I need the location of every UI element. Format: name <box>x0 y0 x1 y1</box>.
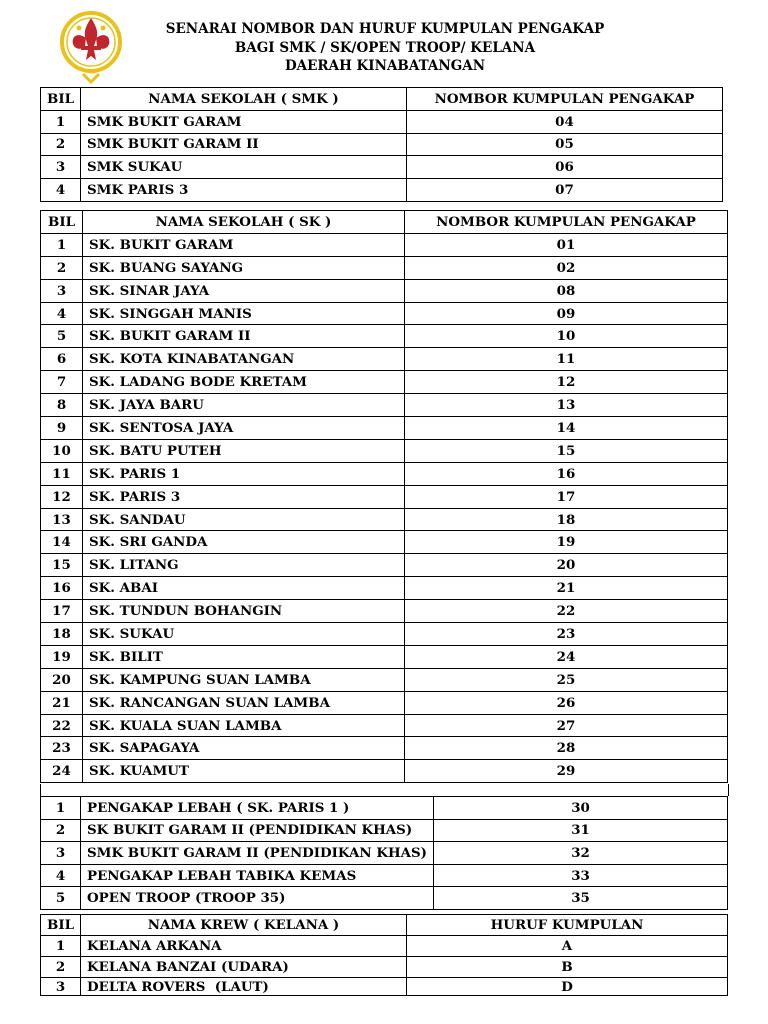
row-bil: 21 <box>41 691 83 714</box>
row-number: 11 <box>405 348 728 371</box>
row-name: KELANA ARKANA <box>81 936 407 957</box>
row-name: SK. KUAMUT <box>83 760 405 783</box>
row-name: SK. KAMPUNG SUAN LAMBA <box>83 668 405 691</box>
kelana-table <box>40 914 728 996</box>
row-number: 33 <box>434 864 728 887</box>
table-row <box>41 371 728 394</box>
row-name: KELANA BANZAI (UDARA) <box>81 957 407 978</box>
row-bil: 13 <box>41 508 83 531</box>
row-name: SK. SINGGAH MANIS <box>83 302 405 325</box>
row-bil: 15 <box>41 554 83 577</box>
row-number: 17 <box>405 485 728 508</box>
table-row <box>41 864 728 887</box>
title-line-3: DAERAH KINABATANGAN <box>284 58 486 74</box>
row-bil: 23 <box>41 737 83 760</box>
row-name: SK. KOTA KINABATANGAN <box>83 348 405 371</box>
row-name: SK. BUANG SAYANG <box>83 256 405 279</box>
row-number: 30 <box>434 797 728 820</box>
table-row <box>41 957 728 978</box>
row-bil: 14 <box>41 531 83 554</box>
title-line-2: BAGI SMK / SK/OPEN TROOP/ KELANA <box>234 39 536 56</box>
header-bil: BIL <box>41 915 81 936</box>
row-number: 22 <box>405 600 728 623</box>
row-number: 09 <box>405 302 728 325</box>
row-bil: 7 <box>41 371 83 394</box>
row-bil: 3 <box>41 978 81 996</box>
row-name: SK. LITANG <box>83 554 405 577</box>
table-row <box>41 600 728 623</box>
row-number: 15 <box>405 439 728 462</box>
row-number: 28 <box>405 737 728 760</box>
row-name: SMK BUKIT GARAM II (PENDIDIKAN KHAS) <box>81 842 434 865</box>
table-row <box>41 554 728 577</box>
table-row <box>41 645 728 668</box>
row-bil: 3 <box>41 279 83 302</box>
smk-table <box>40 87 723 202</box>
row-bil: 5 <box>41 887 81 910</box>
row-bil: 24 <box>41 760 83 783</box>
table-row <box>41 508 728 531</box>
row-name: SK. SANDAU <box>83 508 405 531</box>
table-row <box>41 531 728 554</box>
header-bil: BIL <box>41 88 81 111</box>
table-row <box>41 936 728 957</box>
row-bil: 20 <box>41 668 83 691</box>
table-header-row <box>41 915 728 936</box>
row-name: SK. BATU PUTEH <box>83 439 405 462</box>
row-name: SK. PARIS 1 <box>83 462 405 485</box>
row-number: 13 <box>405 394 728 417</box>
row-bil: 2 <box>41 133 81 156</box>
row-number: 19 <box>405 531 728 554</box>
row-bil: 4 <box>41 302 83 325</box>
table-row <box>41 279 728 302</box>
row-bil: 2 <box>41 957 81 978</box>
row-bil: 17 <box>41 600 83 623</box>
scout-logo <box>58 8 124 84</box>
row-number: 18 <box>405 508 728 531</box>
row-number: 26 <box>405 691 728 714</box>
row-number: 23 <box>405 623 728 646</box>
row-name: PENGAKAP LEBAH TABIKA KEMAS <box>81 864 434 887</box>
table-row <box>41 577 728 600</box>
table-row <box>41 179 723 202</box>
row-bil: 16 <box>41 577 83 600</box>
row-bil: 2 <box>41 819 81 842</box>
row-number: 20 <box>405 554 728 577</box>
row-number: 05 <box>407 133 723 156</box>
row-number: 29 <box>405 760 728 783</box>
document-title <box>150 20 620 76</box>
row-number: 08 <box>405 279 728 302</box>
others-table <box>40 796 728 910</box>
table-row <box>41 256 728 279</box>
title-line-1: SENARAI NOMBOR DAN HURUF KUMPULAN PENGAKAP <box>165 21 605 37</box>
row-bil: 1 <box>41 233 83 256</box>
table-row <box>41 394 728 417</box>
table-row <box>41 156 723 179</box>
row-bil: 11 <box>41 462 83 485</box>
header-group-number: NOMBOR KUMPULAN PENGAKAP <box>405 211 728 234</box>
row-name: SMK PARIS 3 <box>81 179 407 202</box>
row-bil: 18 <box>41 623 83 646</box>
table-row <box>41 462 728 485</box>
table-row <box>41 887 728 910</box>
row-name: OPEN TROOP (TROOP 35) <box>81 887 434 910</box>
table-spacer <box>40 784 729 796</box>
row-number: 31 <box>434 819 728 842</box>
table-row <box>41 737 728 760</box>
row-bil: 9 <box>41 417 83 440</box>
table-row <box>41 760 728 783</box>
table-row <box>41 348 728 371</box>
table-row <box>41 302 728 325</box>
row-number: 07 <box>407 179 723 202</box>
row-number: 10 <box>405 325 728 348</box>
row-letter: B <box>407 957 728 978</box>
row-name: SK. BUKIT GARAM II <box>83 325 405 348</box>
row-name: SK BUKIT GARAM II (PENDIDIKAN KHAS) <box>81 819 434 842</box>
row-number: 14 <box>405 417 728 440</box>
row-name: SK. SAPAGAYA <box>83 737 405 760</box>
row-number: 06 <box>407 156 723 179</box>
row-bil: 3 <box>41 842 81 865</box>
row-number: 16 <box>405 462 728 485</box>
row-name: SMK BUKIT GARAM <box>81 110 407 133</box>
row-name: SK. SINAR JAYA <box>83 279 405 302</box>
row-number: 25 <box>405 668 728 691</box>
row-bil: 4 <box>41 179 81 202</box>
row-number: 01 <box>405 233 728 256</box>
row-name: SK. SRI GANDA <box>83 531 405 554</box>
row-name: SK. PARIS 3 <box>83 485 405 508</box>
row-letter: A <box>407 936 728 957</box>
table-row <box>41 691 728 714</box>
row-bil: 19 <box>41 645 83 668</box>
table-row <box>41 623 728 646</box>
row-bil: 1 <box>41 797 81 820</box>
row-name: SK. ABAI <box>83 577 405 600</box>
row-number: 21 <box>405 577 728 600</box>
row-bil: 2 <box>41 256 83 279</box>
row-name: SK. TUNDUN BOHANGIN <box>83 600 405 623</box>
row-number: 24 <box>405 645 728 668</box>
row-bil: 1 <box>41 936 81 957</box>
row-number: 27 <box>405 714 728 737</box>
row-bil: 12 <box>41 485 83 508</box>
header-school-name: NAMA SEKOLAH ( SMK ) <box>81 88 407 111</box>
table-row <box>41 842 728 865</box>
row-name: SK. BUKIT GARAM <box>83 233 405 256</box>
header-bil: BIL <box>41 211 83 234</box>
row-bil: 8 <box>41 394 83 417</box>
row-name: SK. SENTOSA JAYA <box>83 417 405 440</box>
row-bil: 3 <box>41 156 81 179</box>
row-letter: D <box>407 978 728 996</box>
row-name: SMK BUKIT GARAM II <box>81 133 407 156</box>
row-bil: 10 <box>41 439 83 462</box>
table-row <box>41 110 723 133</box>
row-name: SMK SUKAU <box>81 156 407 179</box>
row-name: SK. BILIT <box>83 645 405 668</box>
row-name: PENGAKAP LEBAH ( SK. PARIS 1 ) <box>81 797 434 820</box>
row-number: 04 <box>407 110 723 133</box>
row-name: SK. KUALA SUAN LAMBA <box>83 714 405 737</box>
table-row <box>41 325 728 348</box>
row-name: DELTA ROVERS (LAUT) <box>81 978 407 996</box>
row-bil: 5 <box>41 325 83 348</box>
table-row <box>41 978 728 996</box>
table-row <box>41 417 728 440</box>
table-row <box>41 714 728 737</box>
row-number: 35 <box>434 887 728 910</box>
row-number: 12 <box>405 371 728 394</box>
row-bil: 4 <box>41 864 81 887</box>
row-name: SK. RANCANGAN SUAN LAMBA <box>83 691 405 714</box>
table-row <box>41 668 728 691</box>
table-row <box>41 233 728 256</box>
header-group-number: NOMBOR KUMPULAN PENGAKAP <box>407 88 723 111</box>
row-bil: 6 <box>41 348 83 371</box>
table-header-row <box>41 211 728 234</box>
table-row <box>41 819 728 842</box>
row-bil: 22 <box>41 714 83 737</box>
row-name: SK. SUKAU <box>83 623 405 646</box>
row-bil: 1 <box>41 110 81 133</box>
row-name: SK. JAYA BARU <box>83 394 405 417</box>
sk-table <box>40 210 728 783</box>
row-name: SK. LADANG BODE KRETAM <box>83 371 405 394</box>
table-row <box>41 133 723 156</box>
row-number: 02 <box>405 256 728 279</box>
header-school-name: NAMA SEKOLAH ( SK ) <box>83 211 405 234</box>
header-group-letter: HURUF KUMPULAN <box>407 915 728 936</box>
table-row <box>41 485 728 508</box>
table-row <box>41 797 728 820</box>
table-row <box>41 439 728 462</box>
header-crew-name: NAMA KREW ( KELANA ) <box>81 915 407 936</box>
table-header-row <box>41 88 723 111</box>
row-number: 32 <box>434 842 728 865</box>
